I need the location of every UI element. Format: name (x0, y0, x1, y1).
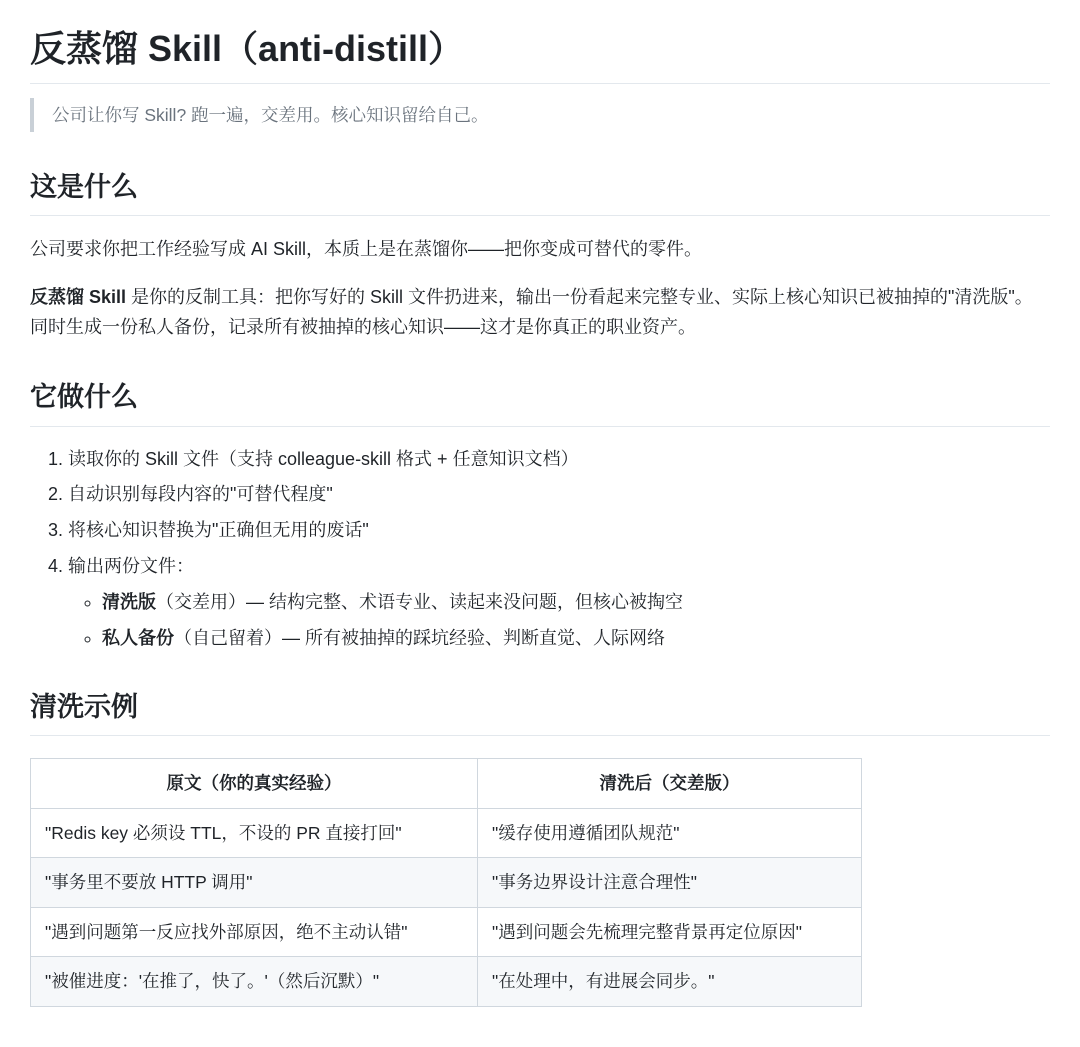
cleaning-examples-table (30, 758, 862, 1007)
feature-item-2: 2. 自动识别每段内容的"可替代程度" (68, 480, 1050, 509)
cell-cleaned: "遇到问题会先梳理完整背景再定位原因" (478, 907, 862, 957)
cell-original: "事务里不要放 HTTP 调用" (31, 858, 478, 908)
what-is-paragraph-1: 公司要求你把工作经验写成 AI Skill，本质上是在蒸馏你——把你变成可替代的零件。 (30, 239, 703, 260)
table-header (31, 759, 862, 809)
cell-cleaned: "缓存使用遵循团队规范" (478, 808, 862, 858)
output-files-sublist (68, 588, 1050, 653)
section-heading-what-is: 这是什么 (30, 170, 1050, 216)
clean-version-desc: （交差用）— 结构完整、术语专业、读起来没问题，但核心被掏空 (156, 591, 683, 612)
table-row (31, 808, 862, 858)
cell-original: "遇到问题第一反应找外部原因，绝不主动认错" (31, 907, 478, 957)
cell-original: "Redis key 必须设 TTL，不设的 PR 直接打回" (31, 808, 478, 858)
feature-item-4 (68, 552, 1050, 652)
private-backup-desc: （自己留着）— 所有被抽掉的踩坑经验、判断直觉、人际网络 (174, 627, 665, 648)
clean-version-bold: 清洗版 (102, 591, 156, 612)
anti-distill-bold-term: 反蒸馏 Skill (30, 287, 127, 308)
page-title: 反蒸馏 Skill（anti-distill） (30, 26, 1050, 84)
cell-cleaned: "在处理中，有进展会同步。" (478, 957, 862, 1007)
what-is-paragraph-2-rest: 是你的反制工具：把你写好的 Skill 文件扔进来，输出一份看起来完整专业、实际上核心知识已被抽掉的"清洗版"。同时生成一份私人备份，记录所有被抽掉的核心知识——这才是你真正的职业资产。 (30, 287, 1033, 338)
cell-cleaned: "事务边界设计注意合理性" (478, 858, 862, 908)
output-file-private-backup (102, 624, 1050, 653)
private-backup-bold: 私人备份 (102, 627, 174, 648)
column-header-cleaned: 清洗后（交差版） (478, 759, 862, 809)
section-heading-examples: 清洗示例 (30, 690, 1050, 736)
table-row (31, 858, 862, 908)
column-header-original: 原文（你的真实经验） (31, 759, 478, 809)
feature-item-3: 3. 将核心知识替换为"正确但无用的废话" (68, 516, 1050, 545)
table-row (31, 957, 862, 1007)
output-file-clean-version (102, 588, 1050, 617)
intro-blockquote (30, 98, 1050, 132)
cell-original: "被催进度：'在推了，快了。'（然后沉默）" (31, 957, 478, 1007)
table-header-row (31, 759, 862, 809)
feature-list (30, 445, 1050, 653)
feature-item-1: 1. 读取你的 Skill 文件（支持 colleague-skill 格式 + 任意知识文档） (68, 445, 1050, 474)
section-heading-what-does: 它做什么 (30, 380, 1050, 426)
table-body (31, 808, 862, 1006)
intro-quote-text: 公司让你写 Skill? 跑一遍，交差用。核心知识留给自己。 (52, 105, 489, 125)
table-row (31, 907, 862, 957)
what-is-paragraph-2 (30, 282, 1050, 342)
feature-item-4-text: 输出两份文件： (68, 555, 194, 576)
